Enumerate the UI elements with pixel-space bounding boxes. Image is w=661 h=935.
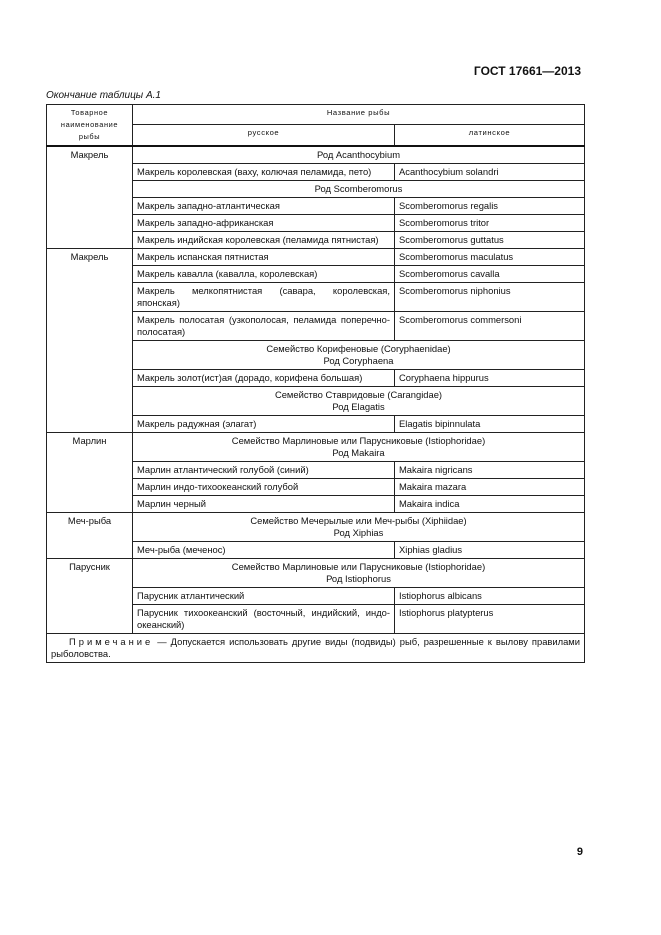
latin-name: Makaira indica xyxy=(395,496,585,513)
genus-line: Род Xiphias xyxy=(333,527,384,538)
note-row xyxy=(47,634,585,663)
header-trade-name: Товарное наименование рыбы xyxy=(47,105,133,147)
russian-name: Макрель полосатая (узкополосая, пеламида поперечно-полосатая) xyxy=(133,312,395,341)
latin-name: Makaira mazara xyxy=(395,479,585,496)
latin-name: Istiophorus platypterus xyxy=(395,605,585,634)
latin-name: Scomberomorus regalis xyxy=(395,198,585,215)
family-line: Семейство Корифеновые (Coryphaenidae) xyxy=(266,343,451,354)
note-label: Примечание xyxy=(69,636,154,647)
page-number: 9 xyxy=(576,846,583,858)
genus-line: Род Istiophorus xyxy=(326,573,391,584)
note-text: — Допускается использовать другие виды (подвиды) рыб, разрешенные к вылову правилами рыболовства. xyxy=(51,636,580,659)
trade-name-cell: Меч-рыба xyxy=(47,513,133,559)
russian-name: Меч-рыба (меченос) xyxy=(133,542,395,559)
family-line: Семейство Марлиновые или Парусниковые (Istiophoridae) xyxy=(231,561,486,572)
genus-line: Род Makaira xyxy=(332,447,385,458)
russian-name: Марлин индо-тихоокеанский голубой xyxy=(133,479,395,496)
russian-name: Макрель испанская пятнистая xyxy=(133,249,395,266)
russian-name: Парусник атлантический xyxy=(133,588,395,605)
latin-name: Acanthocybium solandri xyxy=(395,164,585,181)
trade-name-cell: Макрель xyxy=(47,249,133,433)
genus-line: Род Coryphaena xyxy=(323,355,394,366)
species-table xyxy=(46,104,585,663)
family-heading xyxy=(133,559,585,588)
latin-name: Scomberomorus tritor xyxy=(395,215,585,232)
family-line: Семейство Ставридовые (Carangidae) xyxy=(274,389,443,400)
genus-line: Род Elagatis xyxy=(332,401,385,412)
genus-heading: Род Scomberomorus xyxy=(133,181,585,198)
family-line: Семейство Мечерылые или Меч-рыбы (Xiphiidae) xyxy=(250,515,467,526)
russian-name: Марлин атлантический голубой (синий) xyxy=(133,462,395,479)
latin-name: Scomberomorus cavalla xyxy=(395,266,585,283)
russian-name: Макрель кавалла (кавалла, королевская) xyxy=(133,266,395,283)
trade-name-cell: Макрель xyxy=(47,146,133,249)
table-row xyxy=(47,146,585,164)
header-row xyxy=(47,105,585,125)
family-heading xyxy=(133,513,585,542)
trade-name-cell: Парусник xyxy=(47,559,133,634)
russian-name: Макрель золот(ист)ая (дорадо, корифена большая) xyxy=(133,370,395,387)
latin-name: Scomberomorus maculatus xyxy=(395,249,585,266)
table-row xyxy=(47,513,585,542)
header-fish-name: Название рыбы xyxy=(133,105,585,125)
table-note xyxy=(47,634,585,663)
latin-name: Makaira nigricans xyxy=(395,462,585,479)
table-row xyxy=(47,249,585,266)
header-russian: русское xyxy=(133,125,395,146)
latin-name: Coryphaena hippurus xyxy=(395,370,585,387)
russian-name: Макрель индийская королевская (пеламида пятнистая) xyxy=(133,232,395,249)
family-line: Семейство Марлиновые или Парусниковые (Istiophoridae) xyxy=(231,435,486,446)
russian-name: Марлин черный xyxy=(133,496,395,513)
latin-name: Elagatis bipinnulata xyxy=(395,416,585,433)
header-latin: латинское xyxy=(395,125,585,146)
latin-name: Scomberomorus niphonius xyxy=(395,283,585,312)
latin-name: Scomberomorus commersoni xyxy=(395,312,585,341)
russian-name: Макрель радужная (элагат) xyxy=(133,416,395,433)
russian-name: Макрель западно-африканская xyxy=(133,215,395,232)
trade-name-cell: Марлин xyxy=(47,433,133,513)
russian-name: Макрель западно-атлантическая xyxy=(133,198,395,215)
table-row xyxy=(47,433,585,462)
latin-name: Scomberomorus guttatus xyxy=(395,232,585,249)
family-heading xyxy=(133,341,585,370)
latin-name: Istiophorus albicans xyxy=(395,588,585,605)
latin-name: Xiphias gladius xyxy=(395,542,585,559)
genus-heading: Род Acanthocybium xyxy=(133,146,585,164)
russian-name: Парусник тихоокеанский (восточный, индийский, индо-океанский) xyxy=(133,605,395,634)
russian-name: Макрель королевская (ваху, колючая пеламида, пето) xyxy=(133,164,395,181)
table-caption: Окончание таблицы А.1 xyxy=(46,90,161,101)
family-heading xyxy=(133,387,585,416)
standard-number: ГОСТ 17661—2013 xyxy=(473,64,581,78)
family-heading xyxy=(133,433,585,462)
table-row xyxy=(47,559,585,588)
russian-name: Макрель мелкопятнистая (савара, королевская, японская) xyxy=(133,283,395,312)
